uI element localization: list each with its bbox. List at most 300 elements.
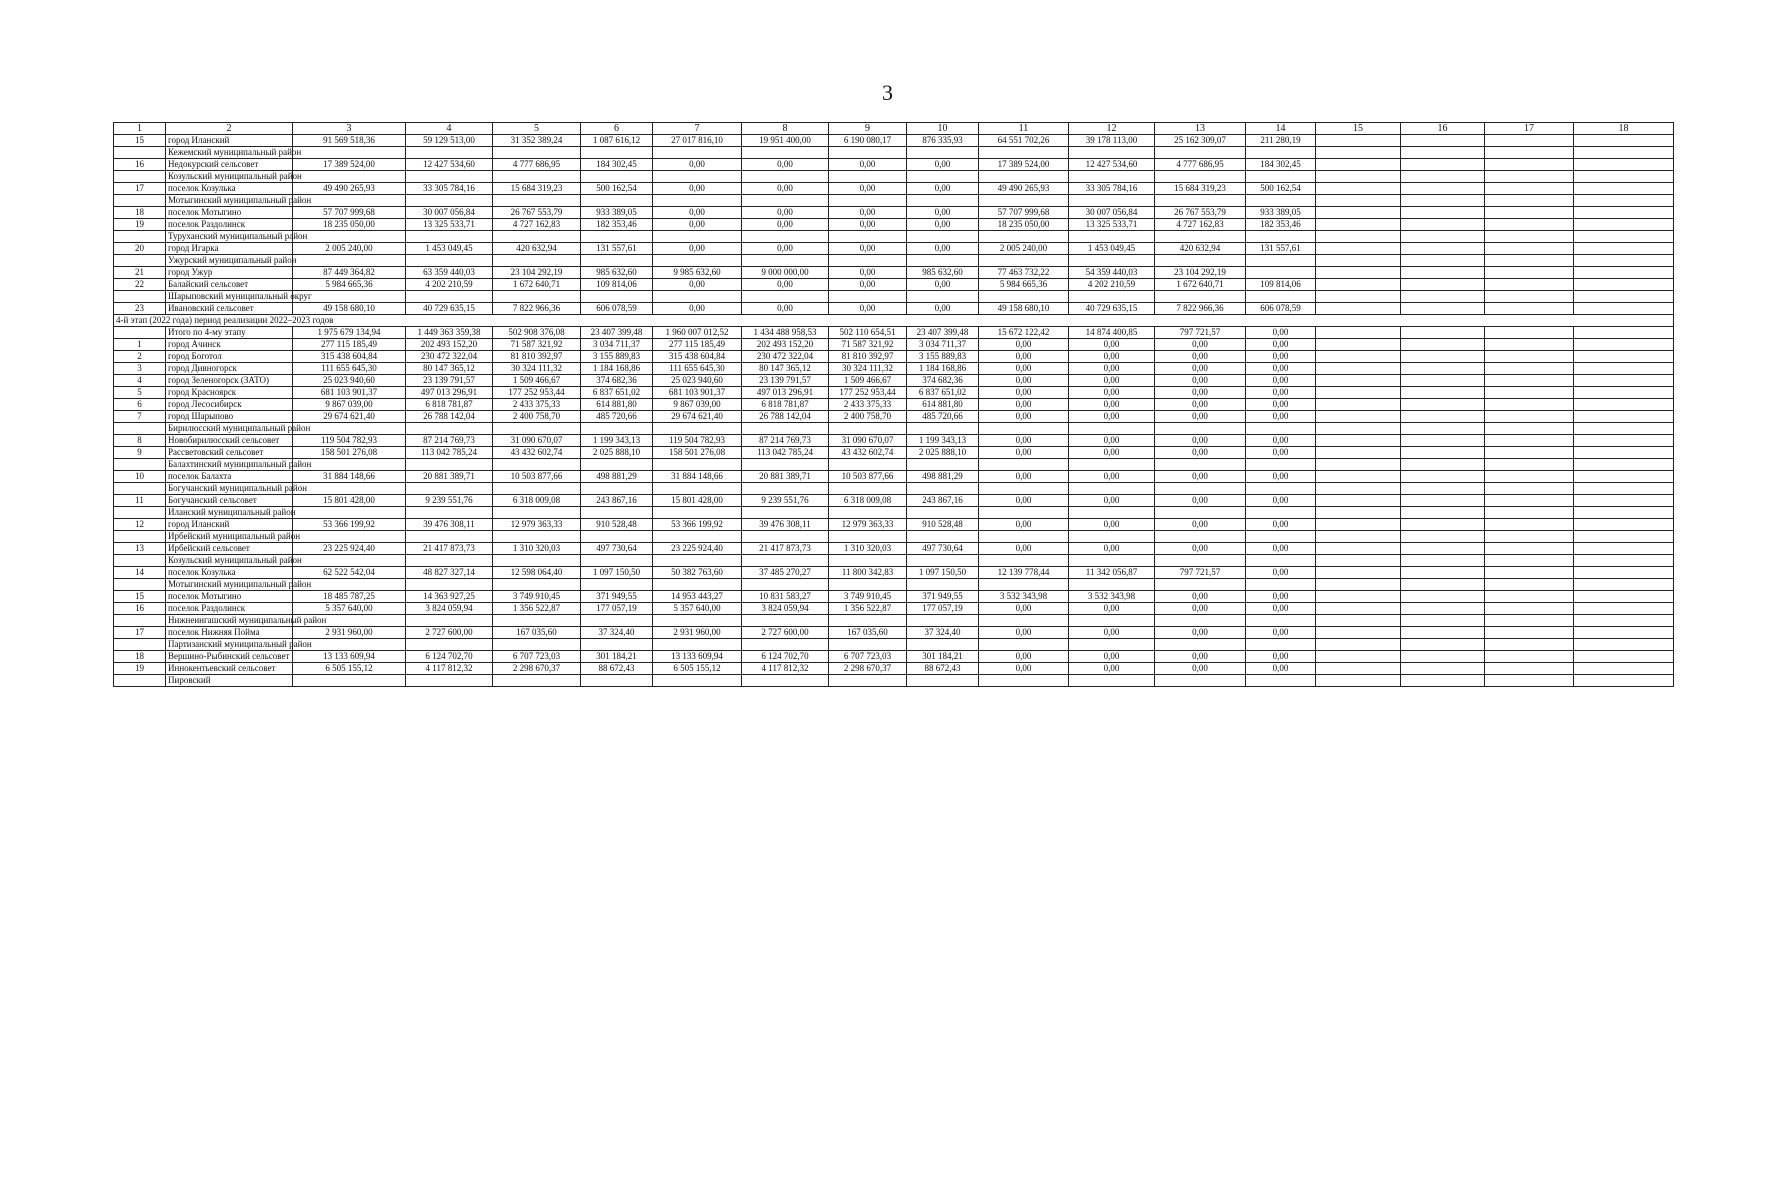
table-row (114, 219, 1674, 231)
value-cell: 0,00 (1246, 351, 1316, 363)
value-cell: 23 407 399,48 (581, 327, 653, 339)
row-name-cell: город Иланский (166, 519, 293, 531)
value-cell: 26 788 142,04 (406, 411, 493, 423)
value-cell (1316, 351, 1401, 363)
value-cell: 0,00 (742, 303, 829, 315)
value-cell (742, 291, 829, 303)
value-cell: 12 427 534,60 (1069, 159, 1155, 171)
value-cell: 49 158 680,10 (979, 303, 1069, 315)
column-header-1: 1 (114, 123, 166, 135)
value-cell (979, 507, 1069, 519)
value-cell: 4 727 162,83 (493, 219, 581, 231)
value-cell: 0,00 (742, 183, 829, 195)
value-cell (907, 507, 979, 519)
value-cell (1069, 675, 1155, 687)
value-cell (1574, 147, 1674, 159)
value-cell (1155, 231, 1246, 243)
value-cell (1485, 459, 1574, 471)
value-cell (1155, 639, 1246, 651)
value-cell: 13 133 609,94 (293, 651, 406, 663)
table-row (114, 663, 1674, 675)
value-cell (1316, 375, 1401, 387)
value-cell (1485, 339, 1574, 351)
value-cell (979, 531, 1069, 543)
value-cell: 500 162,54 (581, 183, 653, 195)
value-cell: 0,00 (653, 207, 742, 219)
value-cell: 277 115 185,49 (653, 339, 742, 351)
value-cell: 23 225 924,40 (653, 543, 742, 555)
row-number-cell: 16 (114, 159, 166, 171)
value-cell (1401, 351, 1485, 363)
value-cell: 0,00 (907, 219, 979, 231)
district-group-row (114, 555, 1674, 567)
table-body (114, 135, 1674, 687)
value-cell (1069, 231, 1155, 243)
row-name-cell: Мотыгинский муниципальный район (166, 579, 293, 591)
value-cell: 3 034 711,37 (907, 339, 979, 351)
value-cell (979, 615, 1069, 627)
value-cell (1485, 579, 1574, 591)
row-name-cell: город Шарыпово (166, 411, 293, 423)
column-header-4: 4 (406, 123, 493, 135)
value-cell (1574, 363, 1674, 375)
value-cell: 30 007 056,84 (1069, 207, 1155, 219)
row-number-cell: 19 (114, 219, 166, 231)
district-group-row (114, 291, 1674, 303)
value-cell: 0,00 (1246, 663, 1316, 675)
value-cell: 6 707 723,03 (829, 651, 907, 663)
value-cell (979, 231, 1069, 243)
value-cell (907, 459, 979, 471)
value-cell (1485, 159, 1574, 171)
value-cell: 109 814,06 (581, 279, 653, 291)
value-cell (1485, 471, 1574, 483)
value-cell: 50 382 763,60 (653, 567, 742, 579)
value-cell (1485, 375, 1574, 387)
value-cell (493, 291, 581, 303)
table-row (114, 567, 1674, 579)
value-cell (907, 231, 979, 243)
value-cell (493, 195, 581, 207)
value-cell (829, 507, 907, 519)
row-name-cell: город Ачинск (166, 339, 293, 351)
value-cell: 0,00 (1069, 399, 1155, 411)
value-cell: 3 824 059,94 (742, 603, 829, 615)
value-cell (907, 531, 979, 543)
value-cell (1316, 279, 1401, 291)
value-cell: 3 532 343,98 (979, 591, 1069, 603)
value-cell (1401, 267, 1485, 279)
value-cell (1401, 627, 1485, 639)
row-number-cell (114, 675, 166, 687)
value-cell (1401, 171, 1485, 183)
row-name-cell: поселок Нижняя Пойма (166, 627, 293, 639)
value-cell: 0,00 (979, 411, 1069, 423)
column-header-14: 14 (1246, 123, 1316, 135)
table-row (114, 243, 1674, 255)
value-cell (1401, 543, 1485, 555)
value-cell: 53 366 199,92 (653, 519, 742, 531)
row-number-cell: 20 (114, 243, 166, 255)
value-cell: 497 730,64 (581, 543, 653, 555)
value-cell: 9 000 000,00 (742, 267, 829, 279)
value-cell (829, 195, 907, 207)
value-cell (1485, 327, 1574, 339)
value-cell: 15 672 122,42 (979, 327, 1069, 339)
value-cell: 10 503 877,66 (493, 471, 581, 483)
row-name-cell: Кежемский муниципальный район (166, 147, 293, 159)
district-group-row (114, 459, 1674, 471)
row-number-cell: 2 (114, 351, 166, 363)
value-cell (907, 675, 979, 687)
value-cell: 31 884 148,66 (293, 471, 406, 483)
table-row (114, 327, 1674, 339)
value-cell (1485, 651, 1574, 663)
value-cell (653, 507, 742, 519)
value-cell: 18 235 050,00 (979, 219, 1069, 231)
value-cell (1155, 423, 1246, 435)
value-cell: 21 417 873,73 (742, 543, 829, 555)
value-cell: 23 139 791,57 (742, 375, 829, 387)
row-name-cell: Ирбейский сельсовет (166, 543, 293, 555)
value-cell: 0,00 (979, 375, 1069, 387)
value-cell (1574, 171, 1674, 183)
row-number-cell (114, 531, 166, 543)
value-cell (1574, 639, 1674, 651)
value-cell (406, 507, 493, 519)
value-cell: 2 005 240,00 (293, 243, 406, 255)
value-cell (1485, 171, 1574, 183)
value-cell: 6 818 781,87 (406, 399, 493, 411)
value-cell: 49 490 265,93 (293, 183, 406, 195)
value-cell (979, 195, 1069, 207)
value-cell: 9 985 632,60 (653, 267, 742, 279)
value-cell: 15 801 428,00 (293, 495, 406, 507)
value-cell (1316, 219, 1401, 231)
value-cell (1485, 519, 1574, 531)
value-cell (1155, 147, 1246, 159)
value-cell (406, 639, 493, 651)
value-cell (293, 507, 406, 519)
value-cell (653, 531, 742, 543)
row-name-cell: Ирбейский муниципальный район (166, 531, 293, 543)
value-cell (1574, 159, 1674, 171)
value-cell (907, 615, 979, 627)
row-number-cell: 14 (114, 567, 166, 579)
value-cell: 87 214 769,73 (742, 435, 829, 447)
value-cell: 606 078,59 (581, 303, 653, 315)
value-cell: 0,00 (1155, 663, 1246, 675)
value-cell (1574, 543, 1674, 555)
value-cell: 6 818 781,87 (742, 399, 829, 411)
value-cell: 71 587 321,92 (493, 339, 581, 351)
value-cell (1574, 555, 1674, 567)
row-number-cell: 13 (114, 543, 166, 555)
value-cell: 10 503 877,66 (829, 471, 907, 483)
table-row (114, 543, 1674, 555)
value-cell: 1 356 522,87 (493, 603, 581, 615)
value-cell (1069, 531, 1155, 543)
value-cell (1316, 135, 1401, 147)
value-cell (1246, 675, 1316, 687)
value-cell (1485, 483, 1574, 495)
value-cell: 2 400 758,70 (829, 411, 907, 423)
value-cell: 497 013 296,91 (742, 387, 829, 399)
value-cell: 2 025 888,10 (907, 447, 979, 459)
value-cell: 4 117 812,32 (742, 663, 829, 675)
value-cell (406, 423, 493, 435)
value-cell: 13 325 533,71 (406, 219, 493, 231)
value-cell (1401, 147, 1485, 159)
value-cell (829, 459, 907, 471)
value-cell (829, 291, 907, 303)
column-header-5: 5 (493, 123, 581, 135)
value-cell (406, 675, 493, 687)
value-cell: 0,00 (653, 243, 742, 255)
value-cell (406, 555, 493, 567)
column-header-15: 15 (1316, 123, 1401, 135)
value-cell: 497 730,64 (907, 543, 979, 555)
value-cell: 31 090 670,07 (493, 435, 581, 447)
value-cell (907, 483, 979, 495)
value-cell: 9 867 039,00 (293, 399, 406, 411)
value-cell (829, 423, 907, 435)
row-number-cell (114, 555, 166, 567)
table-row (114, 207, 1674, 219)
value-cell (406, 579, 493, 591)
value-cell: 3 034 711,37 (581, 339, 653, 351)
value-cell: 2 433 375,33 (493, 399, 581, 411)
program-funding-table (113, 122, 1674, 687)
value-cell (1316, 627, 1401, 639)
value-cell (1316, 399, 1401, 411)
value-cell: 14 363 927,25 (406, 591, 493, 603)
value-cell: 0,00 (979, 339, 1069, 351)
table-row (114, 399, 1674, 411)
value-cell: 0,00 (829, 219, 907, 231)
table-row (114, 303, 1674, 315)
value-cell: 15 684 319,23 (493, 183, 581, 195)
value-cell (653, 555, 742, 567)
value-cell (1316, 243, 1401, 255)
value-cell (1574, 243, 1674, 255)
value-cell (581, 555, 653, 567)
row-name-cell: Новобирилюсский сельсовет (166, 435, 293, 447)
value-cell: 0,00 (829, 159, 907, 171)
value-cell (1316, 639, 1401, 651)
row-number-cell: 3 (114, 363, 166, 375)
value-cell: 4 202 210,59 (1069, 279, 1155, 291)
row-name-cell: Бирилюсский муниципальный район (166, 423, 293, 435)
row-number-cell: 18 (114, 207, 166, 219)
value-cell (293, 231, 406, 243)
value-cell (493, 255, 581, 267)
value-cell (581, 579, 653, 591)
value-cell (979, 675, 1069, 687)
value-cell (1069, 483, 1155, 495)
value-cell (1155, 483, 1246, 495)
value-cell: 11 342 056,87 (1069, 567, 1155, 579)
value-cell: 0,00 (1246, 411, 1316, 423)
value-cell (1316, 579, 1401, 591)
value-cell (1485, 543, 1574, 555)
value-cell (493, 423, 581, 435)
row-name-cell: Недокурский сельсовет (166, 159, 293, 171)
value-cell (653, 255, 742, 267)
value-cell (1246, 459, 1316, 471)
row-number-cell: 5 (114, 387, 166, 399)
value-cell: 177 252 953,44 (493, 387, 581, 399)
value-cell (1246, 195, 1316, 207)
value-cell: 26 767 553,79 (1155, 207, 1246, 219)
value-cell: 0,00 (979, 351, 1069, 363)
value-cell: 40 729 635,15 (1069, 303, 1155, 315)
value-cell (1401, 675, 1485, 687)
value-cell (1574, 447, 1674, 459)
value-cell (1485, 135, 1574, 147)
value-cell (829, 231, 907, 243)
value-cell (1401, 375, 1485, 387)
value-cell: 614 881,80 (907, 399, 979, 411)
value-cell (1401, 447, 1485, 459)
value-cell (581, 507, 653, 519)
value-cell: 63 359 440,03 (406, 267, 493, 279)
value-cell: 19 951 400,00 (742, 135, 829, 147)
value-cell: 0,00 (1246, 327, 1316, 339)
value-cell (1316, 471, 1401, 483)
value-cell (1485, 255, 1574, 267)
value-cell: 0,00 (1246, 603, 1316, 615)
value-cell (653, 171, 742, 183)
value-cell: 23 104 292,19 (493, 267, 581, 279)
value-cell (1155, 555, 1246, 567)
value-cell (493, 231, 581, 243)
row-name-cell: Богучанский сельсовет (166, 495, 293, 507)
value-cell: 0,00 (1155, 411, 1246, 423)
value-cell (493, 675, 581, 687)
value-cell: 202 493 152,20 (406, 339, 493, 351)
table-row (114, 339, 1674, 351)
table-row (114, 135, 1674, 147)
row-name-cell: Богучанский муниципальный район (166, 483, 293, 495)
value-cell: 12 598 064,40 (493, 567, 581, 579)
value-cell (742, 615, 829, 627)
value-cell (493, 171, 581, 183)
value-cell: 21 417 873,73 (406, 543, 493, 555)
value-cell (1316, 603, 1401, 615)
value-cell: 31 090 670,07 (829, 435, 907, 447)
value-cell (1574, 531, 1674, 543)
row-number-cell: 4 (114, 375, 166, 387)
row-number-cell (114, 507, 166, 519)
value-cell: 18 485 787,25 (293, 591, 406, 603)
value-cell (581, 291, 653, 303)
value-cell (406, 147, 493, 159)
value-cell (1316, 675, 1401, 687)
value-cell: 0,00 (742, 279, 829, 291)
value-cell (1574, 663, 1674, 675)
value-cell: 0,00 (1246, 375, 1316, 387)
value-cell (1485, 615, 1574, 627)
value-cell (1246, 423, 1316, 435)
value-cell (1485, 627, 1574, 639)
value-cell: 167 035,60 (493, 627, 581, 639)
value-cell (1401, 579, 1485, 591)
value-cell: 606 078,59 (1246, 303, 1316, 315)
value-cell: 10 831 583,27 (742, 591, 829, 603)
value-cell (1574, 483, 1674, 495)
value-cell: 0,00 (907, 159, 979, 171)
value-cell (1246, 267, 1316, 279)
value-cell: 1 199 343,13 (581, 435, 653, 447)
row-number-cell (114, 459, 166, 471)
value-cell: 0,00 (1069, 603, 1155, 615)
value-cell (406, 483, 493, 495)
column-header-17: 17 (1485, 123, 1574, 135)
column-header-16: 16 (1401, 123, 1485, 135)
value-cell (493, 147, 581, 159)
value-cell (1069, 579, 1155, 591)
value-cell (1316, 459, 1401, 471)
value-cell: 0,00 (653, 219, 742, 231)
value-cell: 0,00 (1069, 447, 1155, 459)
value-cell: 0,00 (653, 159, 742, 171)
value-cell: 498 881,29 (581, 471, 653, 483)
value-cell (1485, 639, 1574, 651)
value-cell: 23 407 399,48 (907, 327, 979, 339)
value-cell (653, 675, 742, 687)
table-row (114, 627, 1674, 639)
row-number-cell: 17 (114, 183, 166, 195)
value-cell: 131 557,61 (581, 243, 653, 255)
value-cell (1401, 219, 1485, 231)
value-cell (1246, 291, 1316, 303)
value-cell: 985 632,60 (907, 267, 979, 279)
value-cell (1316, 411, 1401, 423)
value-cell: 1 310 320,03 (493, 543, 581, 555)
value-cell: 6 318 009,08 (493, 495, 581, 507)
value-cell (1485, 675, 1574, 687)
value-cell: 374 682,36 (907, 375, 979, 387)
value-cell (742, 639, 829, 651)
row-number-cell: 12 (114, 519, 166, 531)
row-name-cell: поселок Мотыгино (166, 591, 293, 603)
value-cell (1485, 423, 1574, 435)
value-cell (829, 147, 907, 159)
value-cell (1485, 195, 1574, 207)
value-cell: 1 453 049,45 (406, 243, 493, 255)
value-cell: 1 453 049,45 (1069, 243, 1155, 255)
value-cell: 14 953 443,27 (653, 591, 742, 603)
row-number-cell (114, 483, 166, 495)
value-cell: 37 324,40 (907, 627, 979, 639)
value-cell (907, 639, 979, 651)
value-cell: 25 023 940,60 (653, 375, 742, 387)
value-cell: 6 318 009,08 (829, 495, 907, 507)
row-number-cell: 17 (114, 627, 166, 639)
value-cell: 497 013 296,91 (406, 387, 493, 399)
column-header-3: 3 (293, 123, 406, 135)
value-cell (829, 639, 907, 651)
value-cell: 0,00 (1069, 411, 1155, 423)
value-cell (1574, 339, 1674, 351)
table-row (114, 375, 1674, 387)
row-name-cell: Козульский муниципальный район (166, 171, 293, 183)
value-cell: 37 324,40 (581, 627, 653, 639)
value-cell: 182 353,46 (581, 219, 653, 231)
value-cell (1246, 531, 1316, 543)
value-cell (1485, 147, 1574, 159)
